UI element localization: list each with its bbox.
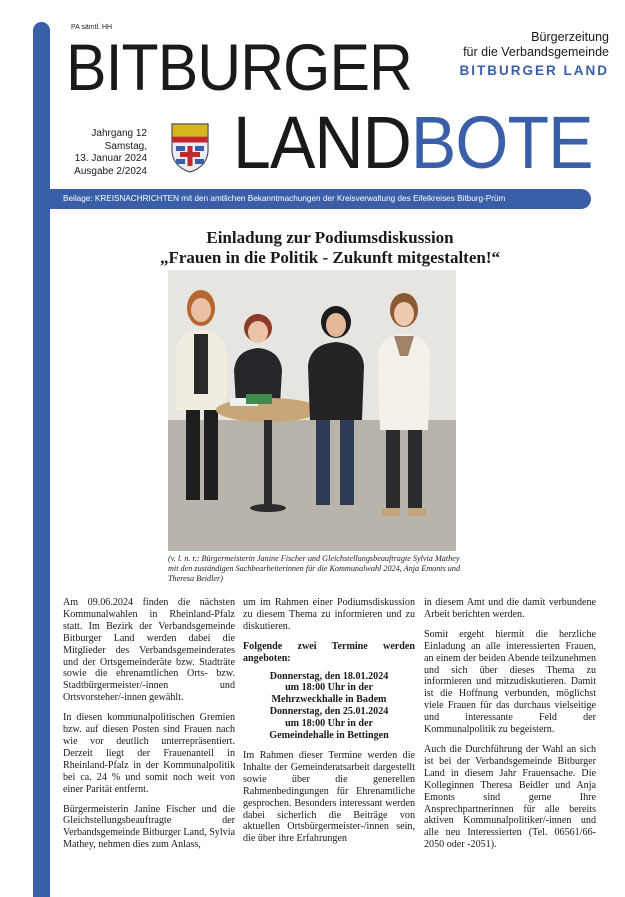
supplement-banner: Beilage: KREISNACHRICHTEN mit den amtlichen Bekanntmachungen der Kreisverwaltung des Eifelkreises Bitburg-Prüm <box>33 189 591 209</box>
article-column-1 <box>63 597 235 857</box>
date1-line-3: Mehrzweckhalle in Badem <box>271 694 387 706</box>
col2-paragraph-2: Im Rahmen dieser Termine werden die Inhalte der Gemeinderatsarbeit dargestellt sowie über die generellen Rahmenbedingungen für Ehrenamtliche gesprochen. Besonders interessant werden dabei sicherlich die Beiträge von aktuellen Ortsbürgermeister-/innen sein, die über ihre Erfahrungen <box>243 749 415 845</box>
masthead-bitburger: BITBURGER <box>66 30 412 104</box>
photo-caption: (v. l. n. r.: Bürgermeisterin Janine Fischer und Gleichstellungsbeauftragte Sylvia Mathey mit den zuständigen Sachbearbeiterinnen für die Kommunalwahl 2024, Anja Emonts und Theresa Beidler) <box>168 554 461 583</box>
col1-paragraph-2: In diesen kommunalpolitischen Gremien bzw. auf diesen Posten sind Frauen nach wie vor deutlich unterrepräsentiert. Derzeit liegt der Frauenanteil in Rheinland-Pfalz in der Kommunalpolitik bei ca. 24 % und somit noch weit von einer Parität entfernt. <box>63 712 235 795</box>
col3-paragraph-2: Somit ergeht hiermit die herzliche Einladung an alle interessierten Frauen, an einem der beiden Abende teilzunehmen und sich über dieses Thema zu informieren und mitzudiskutieren. Damit ist die Hoffnung verbunden, möglichst viele Frauen für das durchaus vielseitige und interessante Feld der Kommunalpolitik zu begeistern. <box>424 628 596 736</box>
col3-paragraph-1: in diesem Amt und die damit verbundene Arbeit berichten werden. <box>424 597 596 620</box>
group-photo <box>168 270 456 551</box>
issue-date: 13. Januar 2024 <box>74 153 147 165</box>
masthead-bote: BOTE <box>410 101 593 184</box>
pa-label: PA sämtl. HH <box>71 24 113 31</box>
headline-line-1: Einladung zur Podiumsdiskussion <box>206 228 454 247</box>
date2-line-2: um 18:00 Uhr in der <box>285 718 373 730</box>
tagline-line-1: Bürgerzeitung <box>531 30 609 44</box>
col2-paragraph-1: um im Rahmen einer Podiumsdiskussion zu diesem Thema zu informieren und zu diskutieren. <box>243 597 415 632</box>
issue-number: Ausgabe 2/2024 <box>74 165 147 177</box>
tagline-line-3: BITBURGER LAND <box>459 63 609 78</box>
article-column-3 <box>424 597 596 857</box>
date1-line-2: um 18:00 Uhr in der <box>285 682 373 694</box>
event-dates <box>243 671 415 742</box>
masthead-land: LAND <box>233 101 411 184</box>
left-accent-bar <box>33 22 50 897</box>
masthead-landbote <box>233 101 593 184</box>
date1-line-1: Donnerstag, den 18.01.2024 <box>269 670 389 682</box>
col1-paragraph-1: Am 09.06.2024 finden die nächsten Kommunalwahlen in Rheinland-Pfalz statt. Im Bezirk der Verbandsgemeinde Bitburger Land werden dabei die Mitglieder des Verbandsgemeinderates und der Ortsgemeinderäte bzw. Stadträte sowie die ehrenamtlichen Orts- bzw. Stadtbürgermeister/-innen und Ortsvorsteher/-innen gewählt. <box>63 597 235 704</box>
coat-of-arms-icon <box>170 122 210 174</box>
col1-paragraph-3: Bürgermeisterin Janine Fischer und die Gleichstellungsbeauftragte der Verbandsgemeinde Bitburger Land, Sylvia Mathey, nehmen dies zum Anlass, <box>63 803 235 851</box>
issue-meta <box>71 128 147 178</box>
tagline-block <box>460 30 610 80</box>
weekday: Samstag, <box>104 140 147 152</box>
date2-line-3: Gemeindehalle in Bettingen <box>269 730 389 742</box>
date2-line-1: Donnerstag, den 25.01.2024 <box>269 706 389 718</box>
headline-line-2: „Frauen in die Politik - Zukunft mitgestalten!“ <box>159 248 500 267</box>
article-headline <box>60 228 600 268</box>
dates-intro: Folgende zwei Termine werden angeboten: <box>243 640 415 664</box>
col3-paragraph-3: Auch die Durchführung der Wahl an sich ist bei der Verbandsgemeinde Bitburger Land in diesem Jahr Frauensache. Die Kolleginnen Theresa Beidler und Anja Emonts sind gerne Ihre Ansprechpartnerinnen für alle bereits aktiven Kommunalpolitiker/-innen und alle neu Interessierten (Tel. 06561/66-2050 oder -2051). <box>424 743 596 851</box>
jahrgang: Jahrgang 12 <box>91 128 147 139</box>
tagline-line-2: für die Verbandsgemeinde <box>463 45 609 59</box>
article-column-2 <box>243 597 415 851</box>
